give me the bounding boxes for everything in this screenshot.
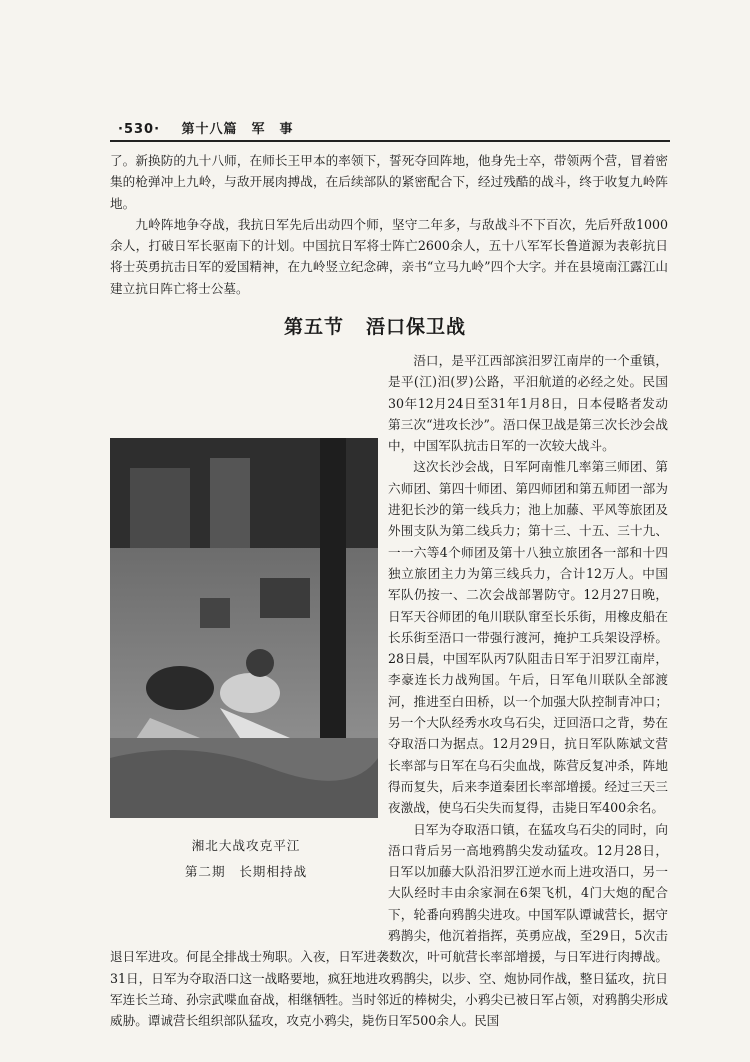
main-text-block bbox=[110, 350, 668, 1032]
paragraph: 日军为夺取浯口镇，在猛攻乌石尖的同时，向浯口背后另一高地鸦鹊尖发动猛攻。12月28日，日军以加藤大队沿汨罗江逆水而上进攻浯口，另一大队经时丰由余家洞在6架飞机，4门大炮的配合下，轮番向鸦鹊尖进攻。中国军队谭诚营长，据守鸦鹊尖，他沉着指挥，英勇应战，至29日，5次击退日军进攻。何昆全排战士殉职。入夜，日军进袭数次，叶可航营长率部增援，与日军进行肉搏战。31日，日军为夺取浯口这一战略要地，疯狂地进攻鸦鹊尖，以步、空、炮协同作战，整日猛攻，抗日军连长兰琦、孙宗武喋血奋战，相继牺牲。当时邻近的棒树尖，小鸦尖已被日军占领，对鸦鹊尖形成威胁。谭诚营长组织部队猛攻，攻克小鸦尖，毙伤日军500余人。民国 bbox=[110, 821, 668, 1029]
section-number: 第五节 bbox=[283, 316, 344, 338]
page-number: ·530· bbox=[118, 122, 161, 137]
paragraph-continued: 了。新换防的九十八师，在师长王甲本的率领下，誓死夺回阵地，他身先士卒，带领两个营，冒着密集的枪弹冲上九岭，与敌开展肉搏战，在后续部队的紧密配合下，经过残酷的战斗，终于收复九岭阵地。 bbox=[110, 153, 668, 211]
chapter-title: 第十八篇 军 事 bbox=[181, 122, 294, 137]
photo-illustration bbox=[110, 438, 378, 818]
paragraph: 浯口，是平江西部滨汨罗江南岸的一个重镇，是平(江)汨(罗)公路，平汨航道的必经之处。民国30年12月24日至31年1月8日，日本侵略者发动第三次“进攻长沙”。浯口保卫战是第三次长沙会战中，中国军队抗击日军的一次较大战斗。 bbox=[388, 353, 668, 454]
paragraph: 九岭阵地争夺战，我抗日军先后出动四个师，坚守二年多，与敌战斗不下百次，先后歼敌1000余人，打破日军长驱南下的计划。中国抗日军将士阵亡2600余人，五十八军军长鲁道源为表彰抗日将士英勇抗击日军的爱国精神，在九岭竖立纪念碑，亲书“立马九岭”四个大字。并在县境南江露江山建立抗日阵亡将士公墓。 bbox=[110, 216, 668, 296]
running-head bbox=[118, 118, 294, 137]
figure bbox=[110, 438, 382, 942]
figure-caption: 湘北大战攻克平江 bbox=[191, 838, 301, 853]
section-heading bbox=[0, 312, 750, 339]
war-photo bbox=[110, 438, 378, 818]
paragraph: 这次长沙会战，日军阿南惟几率第三师团、第六师团、第四十师团、第四师团和第五师团一部为进犯长沙的第一线兵力；池上加藤、平风等旅团及外围支队为第二线兵力；第十三、十五、三十九、一一六等4个师团及第十八独立旅团各一部和十四独立旅团主力为第三线兵力，合计12万人。中国军队仍按一、二次会战部署防守。12月27日晚，日军天谷师团的龟川联队窜至长乐街，用橡皮船在长乐街至浯口一带强行渡河，掩护工兵架设浮桥。28日晨，中国军队丙7队阻击日军于汨罗江南岸，李豪连长力战殉国。午后，日军龟川联队全部渡河，推进至白田桥，以一个加强大队控制青冲口；另一个大队经秀水攻乌石尖，迂回浯口之背，势在夺取浯口为据点。12月29日，抗日军队陈斌文营长率部与日军在乌石尖血战，陈营反复冲杀，阵地得而复失，后来李道秦团长率部增援。经过三天三夜激战，使乌石尖失而复得，击毙日军400余名。 bbox=[388, 459, 668, 816]
header-rule bbox=[110, 140, 670, 142]
section-title: 浯口保卫战 bbox=[366, 316, 467, 338]
top-text-block bbox=[110, 150, 668, 299]
figure-subcaption: 第二期 长期相持战 bbox=[184, 864, 308, 879]
